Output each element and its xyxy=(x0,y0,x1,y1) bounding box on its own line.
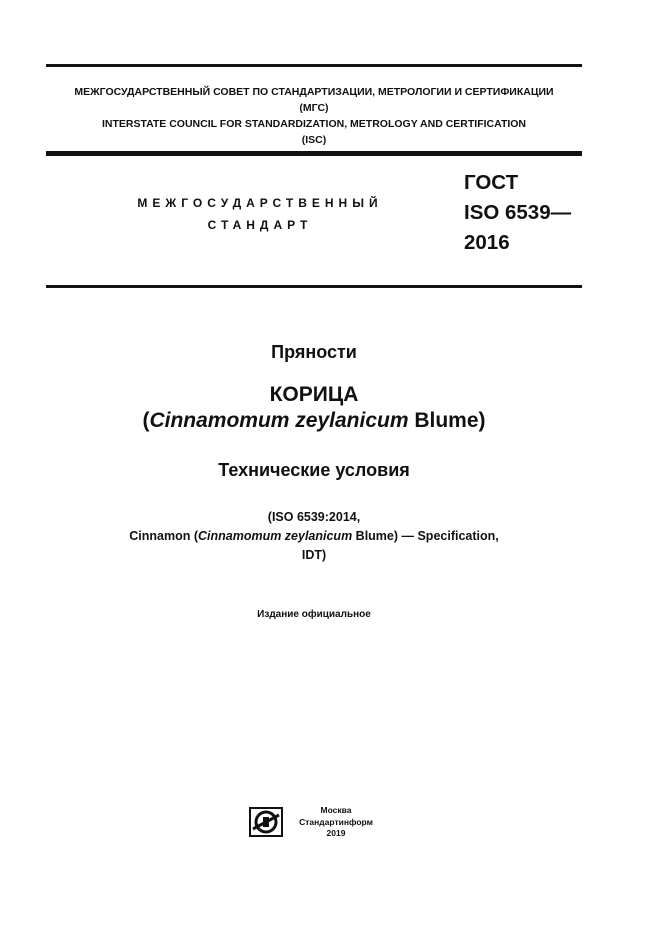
latin-species-name: Cinnamomum zeylanicum xyxy=(149,409,409,432)
publisher-year: 2019 xyxy=(326,828,346,838)
document-subtitle: Технические условия xyxy=(218,460,410,480)
publisher-block xyxy=(290,805,382,840)
iso-ref-line1: (ISO 6539:2014, xyxy=(267,510,361,524)
publisher-name: Стандартинформ xyxy=(299,816,373,827)
iso-ref-pre: Cinnamon ( xyxy=(129,529,198,543)
gost-line1: ГОСТ xyxy=(464,171,519,194)
iso-ref-post: Blume) — Specification, xyxy=(352,529,499,543)
top-thin-rule xyxy=(46,64,582,67)
gost-designation xyxy=(464,168,571,258)
council-name-ru: МЕЖГОСУДАРСТВЕННЫЙ СОВЕТ ПО СТАНДАРТИЗАЦИИ, МЕТРОЛОГИИ И СЕРТИФИКАЦИИ xyxy=(74,86,554,98)
document-category: Пряности xyxy=(271,342,357,362)
gost-line2: ISO 6539— xyxy=(464,201,572,224)
publisher-logo-icon xyxy=(249,807,283,837)
standard-type-line1: МЕЖГОСУДАРСТВЕННЫЙ xyxy=(137,196,383,210)
document-title: КОРИЦА xyxy=(269,383,359,406)
publisher-city: Москва xyxy=(320,805,352,815)
iso-ref-italic: Cinnamomum zeylanicum xyxy=(197,529,353,543)
gost-line3: 2016 xyxy=(464,231,510,254)
latin-open-paren: ( xyxy=(142,409,150,432)
latin-rest: Blume) xyxy=(408,409,486,432)
document-title-latin xyxy=(46,409,582,433)
standard-type xyxy=(120,192,400,236)
iso-ref-line3: IDT) xyxy=(301,548,327,562)
header-thick-rule xyxy=(46,151,582,156)
council-abbr-en: (ISC) xyxy=(301,134,327,146)
iso-ref-line2 xyxy=(46,527,582,546)
standard-type-line2: СТАНДАРТ xyxy=(207,218,313,232)
council-abbr-ru: (МГС) xyxy=(299,102,329,114)
edition-note: Издание официальное xyxy=(257,609,371,620)
section-rule xyxy=(46,285,582,288)
council-name-en: INTERSTATE COUNCIL FOR STANDARDIZATION, METROLOGY AND CERTIFICATION xyxy=(101,118,527,130)
council-header xyxy=(46,84,582,148)
iso-reference xyxy=(46,508,582,565)
